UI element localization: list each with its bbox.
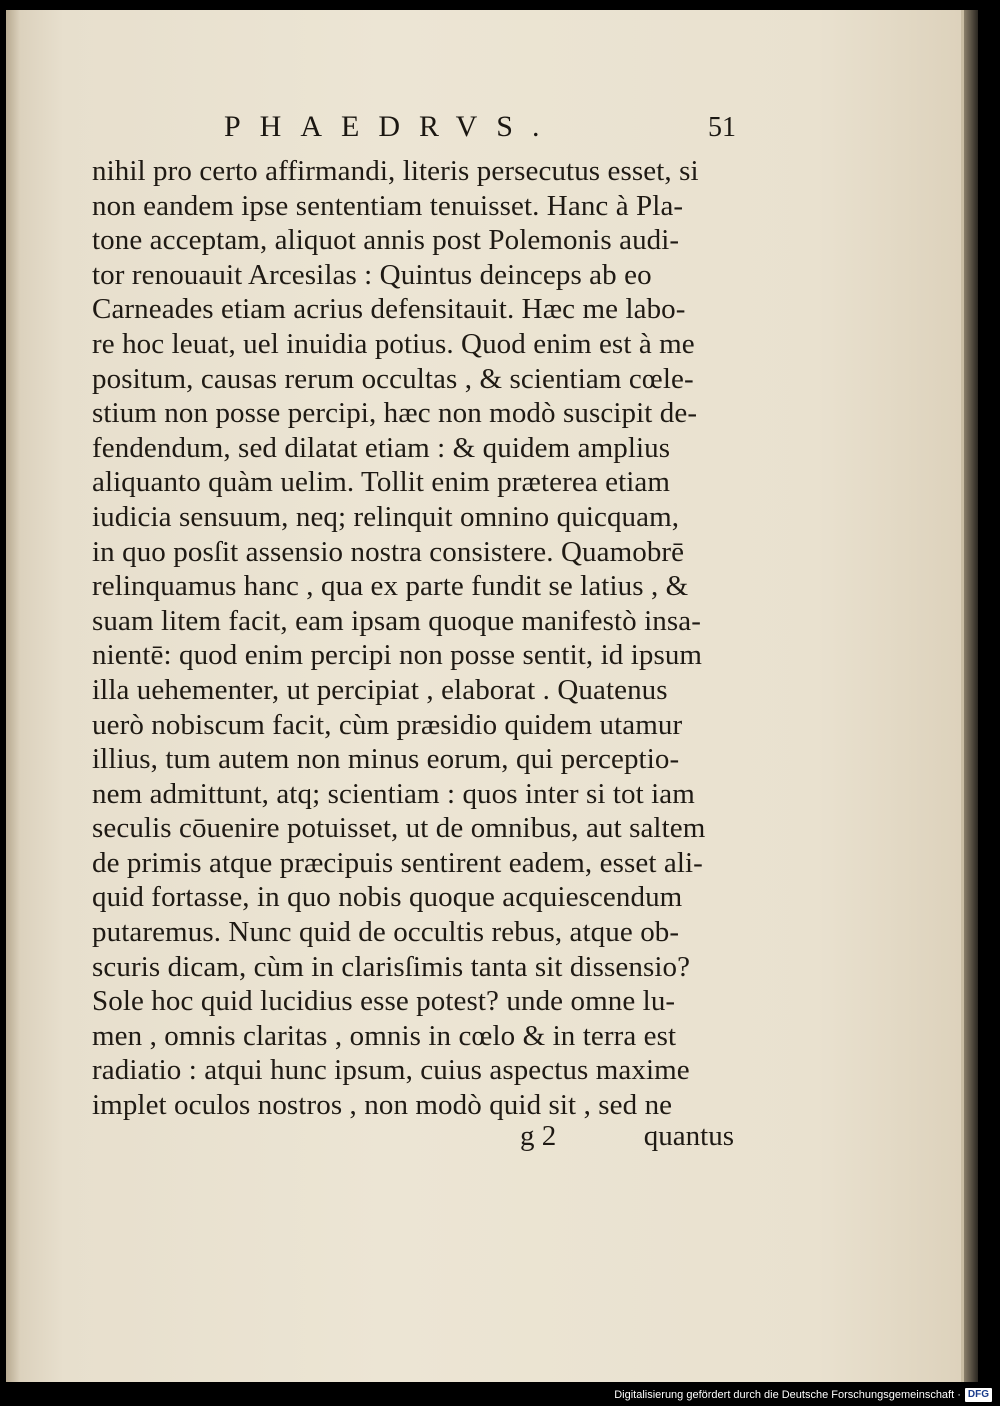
page-edge-shadow	[964, 10, 978, 1382]
text-line: scuris dicam, cùm in clarisſimis tanta sit dissensio?	[92, 950, 691, 983]
text-line: in quo posſit assensio nostra consistere. Quamobrē	[92, 535, 685, 568]
text-line: Sole hoc quid lucidius esse potest? unde omne lu-	[92, 985, 676, 1018]
text-line: illa uehementer, ut percipiat , elaborat . Quatenus	[92, 673, 668, 706]
text-line: putaremus. Nunc quid de occultis rebus, atque ob-	[92, 916, 680, 949]
text-line: relinquamus hanc , qua ex parte fundit se latius , &	[92, 570, 689, 603]
running-title: PHAEDRVS.	[224, 110, 559, 143]
text-line: nientē: quod enim percipi non posse sentit, id ipsum	[92, 639, 703, 672]
page-header	[176, 110, 736, 154]
digitization-credit	[614, 1386, 992, 1404]
text-line: aliquanto quàm uelim. Tollit enim præterea etiam	[92, 466, 671, 499]
folio-number: 51	[708, 112, 736, 143]
text-line: non eandem ipse sententiam tenuisset. Hanc à Pla-	[92, 189, 684, 222]
text-line: stium non posse percipi, hæc non modò suscipit de-	[92, 397, 698, 430]
text-line: nihil pro certo affirmandi, literis persecutus esset, si	[92, 155, 699, 187]
text-line: re hoc leuat, uel inuidia potius. Quod enim est à me	[92, 327, 695, 360]
credit-text: Digitalisierung gefördert durch die Deutsche Forschungsgemeinschaft ·	[614, 1389, 961, 1401]
text-line: positum, causas rerum occultas , & scientiam cœle-	[92, 362, 694, 395]
text-line: illius, tum autem non minus eorum, qui perceptio-	[92, 743, 680, 776]
dfg-logo-icon: DFG	[965, 1388, 992, 1402]
signature-mark: g 2	[520, 1120, 557, 1152]
text-line: implet oculos nostros , non modò quid sit , sed ne	[92, 1089, 673, 1122]
book-page	[6, 10, 964, 1382]
text-line: quid fortasse, in quo nobis quoque acquiescendum	[92, 881, 683, 914]
catchword: quantus	[643, 1120, 734, 1152]
text-line: de primis atque præcipuis sentirent eadem, esset ali-	[92, 846, 703, 879]
catch-line	[520, 1120, 734, 1156]
text-line: seculis cōuenire potuisset, ut de omnibus, aut saltem	[92, 812, 706, 845]
text-line: suam litem facit, eam ipsam quoque manifestò insa-	[92, 604, 702, 637]
text-line: iudicia sensuum, neq; relinquit omnino quicquam,	[92, 500, 680, 533]
text-line: nem admittunt, atq; scientiam : quos inter si tot iam	[92, 777, 695, 810]
page-gutter-shadow	[6, 10, 20, 1382]
text-line: fendendum, sed dilatat etiam : & quidem amplius	[92, 431, 671, 464]
text-block	[92, 154, 732, 1123]
text-line: Carneades etiam acrius defensitauit. Hæc me labo-	[92, 293, 686, 326]
text-line: tor renouauit Arcesilas : Quintus deinceps ab eo	[92, 258, 652, 291]
text-line: tone acceptam, aliquot annis post Polemonis audi-	[92, 224, 680, 257]
text-line: radiatio : atqui hunc ipsum, cuius aspectus maxime	[92, 1054, 690, 1087]
text-line: men , omnis claritas , omnis in cœlo & in terra est	[92, 1019, 677, 1052]
text-line: uerò nobiscum facit, cùm præsidio quidem utamur	[92, 708, 683, 741]
